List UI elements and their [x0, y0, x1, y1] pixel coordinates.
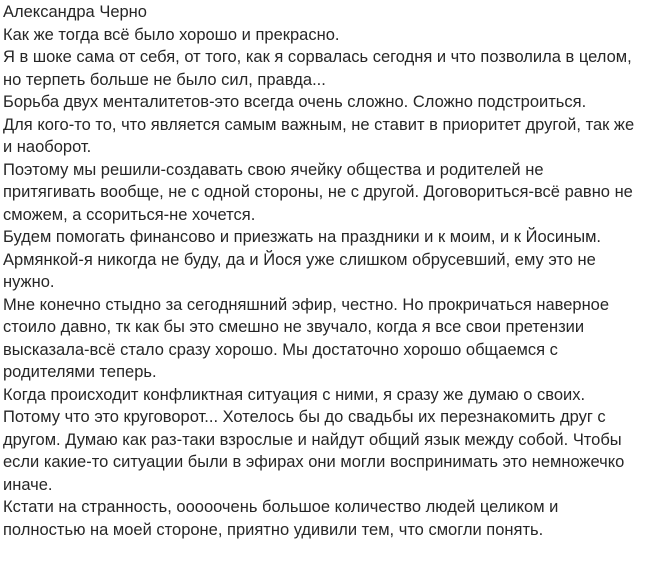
text-line: Поэтому мы решили-создавать свою ячейку общества и родителей не [3, 160, 544, 179]
text-line: другом. Думаю как раз-таки взрослые и найдут общий язык между собой. Чтобы [3, 430, 622, 449]
text-line: Потому что это круговорот... Хотелось бы до свадьбы их перезнакомить друг с [3, 408, 606, 426]
author-name: Александра Черно [3, 3, 147, 21]
text-line: Когда происходит конфликтная ситуация с ними, я сразу же думаю о своих. [3, 385, 586, 404]
text-line: Будем помогать финансово и приезжать на праздники и к моим, и к Йосиным. [3, 228, 601, 246]
text-line: Мне конечно стыдно за сегодняшний эфир, честно. Но прокричаться наверное [3, 295, 610, 314]
text-line: Я в шоке сама от себя, от того, как я сорвалась сегодня и что позволила в целом, [3, 48, 632, 66]
post-text [3, 1, 634, 541]
text-line: нужно. [3, 273, 55, 291]
text-line: если какие-то ситуации были в эфирах они могли воспринимать это немножечко [3, 453, 625, 471]
text-line: Армянкой-я никогда не буду, да и Йося уже слишком обрусевший, ему это не [3, 250, 596, 269]
text-line: иначе. [3, 475, 53, 494]
text-line: Для кого-то то, что является самым важным, не ставит в приоритет другой, так же [3, 115, 635, 134]
text-line: полностью на моей стороне, приятно удивили тем, что смогли понять. [3, 520, 544, 539]
text-line: Борьба двух менталитетов-это всегда очень сложно. Сложно подстроиться. [3, 93, 587, 111]
post-body [3, 24, 634, 542]
text-line: но терпеть больше не было сил, правда... [3, 70, 326, 89]
text-line: высказала-всё стало сразу хорошо. Мы достаточно хорошо общаемся с [3, 340, 558, 359]
text-line: Как же тогда всё было хорошо и прекрасно. [3, 25, 340, 44]
text-line: Кстати на странность, ооооочень большое количество людей целиком и [3, 498, 559, 516]
text-line: сможем, а ссориться-не хочется. [3, 205, 256, 224]
text-line: притягивать вообще, не с одной стороны, не с другой. Договориться-всё равно не [3, 183, 633, 201]
text-line: и наоборот. [3, 138, 92, 156]
text-line: родителями теперь. [3, 363, 157, 381]
text-line: стоило давно, тк как бы это смешно не звучало, когда я все свои претензии [3, 318, 585, 336]
